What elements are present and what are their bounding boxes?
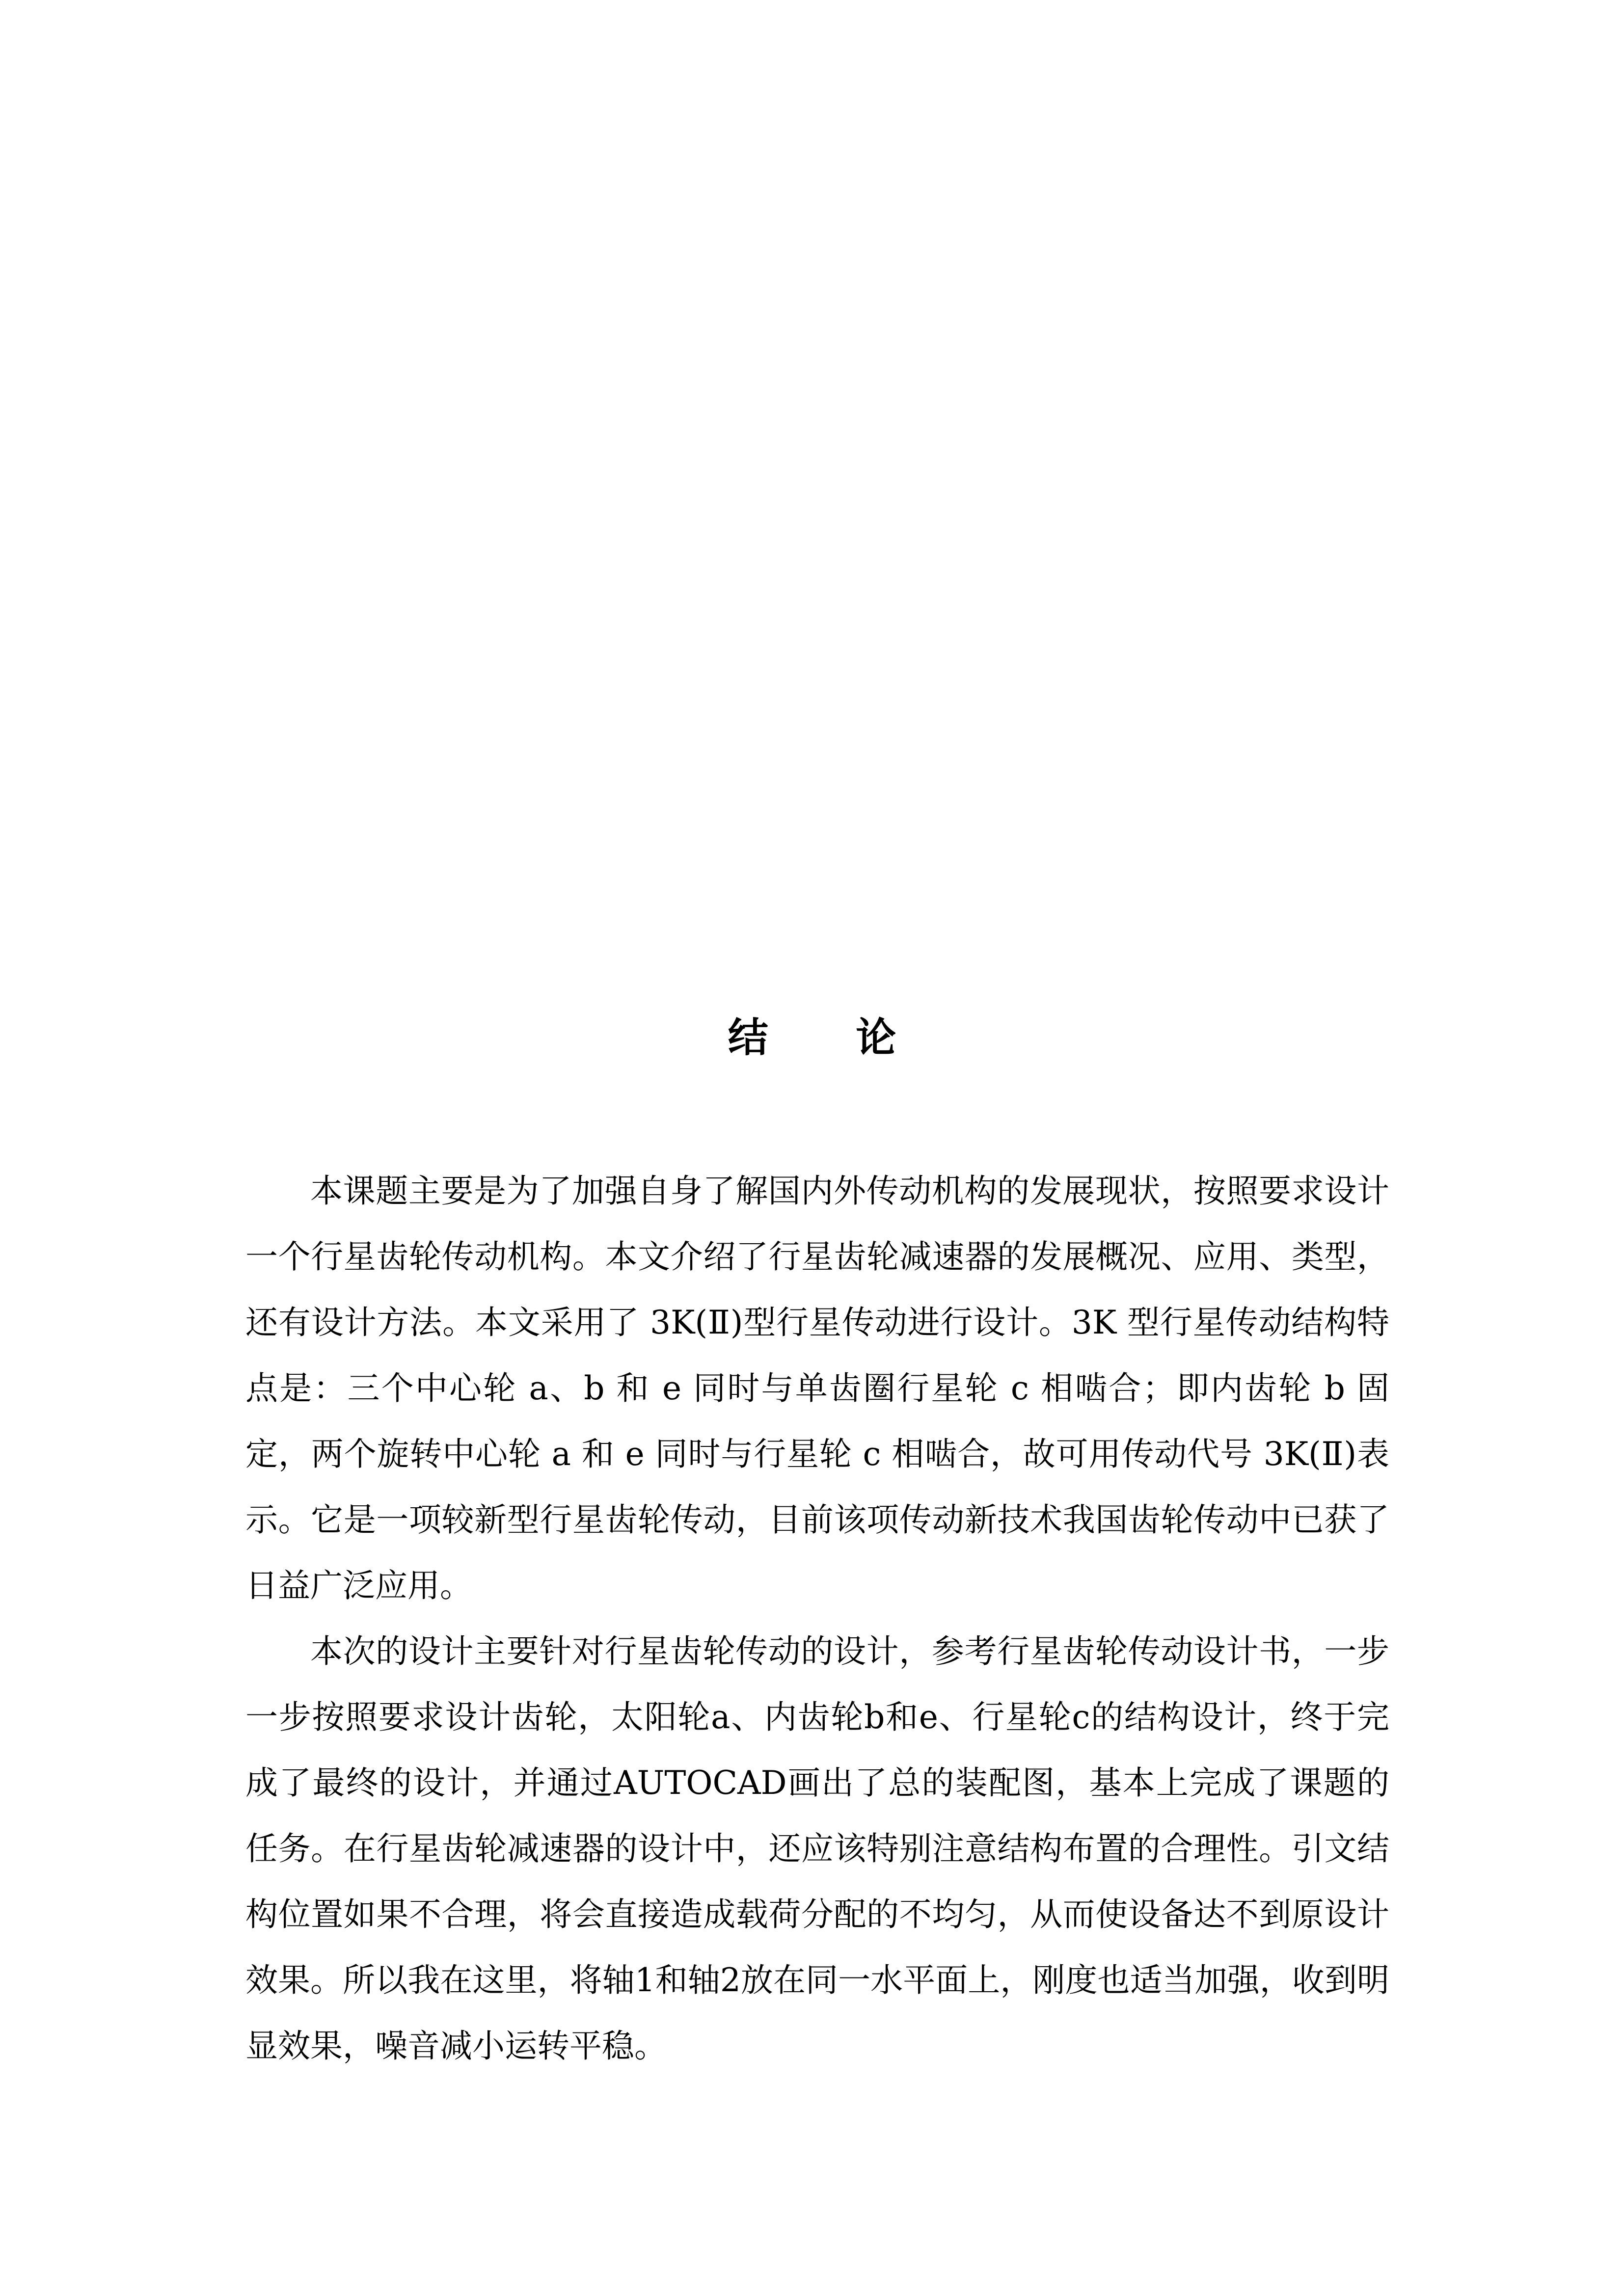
body-text [245, 1158, 1389, 2079]
section-title: 结 论 [728, 1015, 933, 1061]
paragraph: 本课题主要是为了加强自身了解国内外传动机构的发展现状，按照要求设计一个行星齿轮传动机构。本文介绍了行星齿轮减速器的发展概况、应用、类型，还有设计方法。本文采用了 3K(Ⅱ)型行星传动进行设计。3K 型行星传动结构特点是：三个中心轮 a、b 和 e 同时与单齿圈行星轮 c 相啮合；即内齿轮 b 固定，两个旋转中心轮 a 和 e 同时与行星轮 c 相啮合，故可用传动代号 3K(Ⅱ)表示。它是一项较新型行星齿轮传动，目前该项传动新技术我国齿轮传动中已获了日益广泛应用。 [245, 1172, 1389, 1604]
paragraph: 本次的设计主要针对行星齿轮传动的设计，参考行星齿轮传动设计书，一步一步按照要求设计齿轮，太阳轮a、内齿轮b和e、行星轮c的结构设计，终于完成了最终的设计，并通过AUTOCAD画出了总的装配图，基本上完成了课题的任务。在行星齿轮减速器的设计中，还应该特别注意结构布置的合理性。引文结构位置如果不合理，将会直接造成载荷分配的不均匀，从而使设备达不到原设计效果。所以我在这里，将轴1和轴2放在同一水平面上，刚度也适当加强，收到明显效果，噪音减小运转平稳。 [245, 1632, 1389, 2065]
